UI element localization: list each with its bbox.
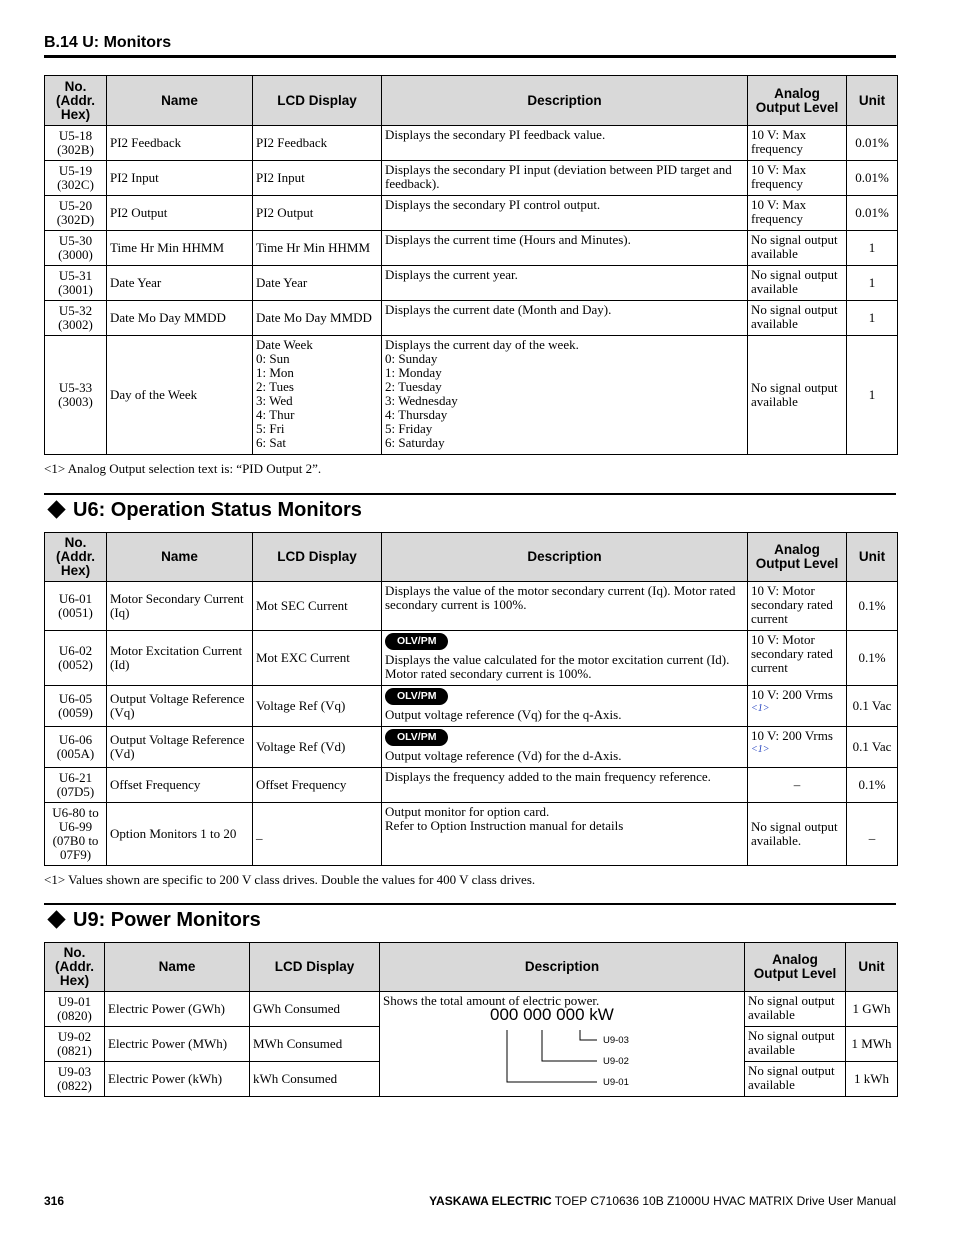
u6-title-text: U6: Operation Status Monitors [73, 499, 362, 521]
power-digits-diagram [383, 1005, 741, 1094]
col-header-analog: Analog Output Level [748, 533, 847, 582]
u6-footnote: <1> Values shown are specific to 200 V class drives. Double the values for 400 V class drives. [44, 872, 536, 887]
cell-analog [748, 631, 847, 686]
label-u9-03: U9-03 [603, 1035, 629, 1046]
cell-no: U6-06 (005A) [45, 727, 107, 768]
analog-text: 10 V: 200 Vrms [751, 687, 833, 702]
analog-text: 10 V: Motor secondary rated current [751, 632, 833, 675]
cell-analog [748, 686, 847, 727]
cell-description [382, 727, 748, 768]
analog-text: – [793, 777, 801, 792]
col-header-no: No. (Addr. Hex) [45, 76, 107, 126]
footnote-ref-link[interactable]: <1> [751, 744, 770, 755]
cell-name: Date Mo Day MMDD [107, 301, 253, 336]
cell-no: U6-80 to U6-99 (07B0 to 07F9) [45, 803, 107, 866]
u9-title-text: U9: Power Monitors [73, 909, 261, 931]
description-text: Output monitor for option card. Refer to Option Instruction manual for details [385, 804, 624, 833]
u9-monitor-table [44, 942, 898, 1097]
col-header-no: No. (Addr. Hex) [45, 943, 105, 992]
u9-section-title [44, 903, 896, 932]
cell-analog: No signal output available [745, 1027, 846, 1062]
cell-no: U6-21 (07D5) [45, 768, 107, 803]
cell-description [382, 631, 748, 686]
table-row [45, 231, 898, 266]
description-text: Displays the frequency added to the main frequency reference. [385, 769, 711, 784]
cell-name: PI2 Feedback [107, 126, 253, 161]
analog-text: 10 V: Motor secondary rated current [751, 583, 833, 626]
cell-unit: 1 GWh [846, 992, 898, 1027]
cell-name: Date Year [107, 266, 253, 301]
cell-unit: 0.1 Vac [847, 727, 898, 768]
cell-lcd: Offset Frequency [253, 768, 382, 803]
cell-unit: 0.01% [847, 161, 898, 196]
cell-description [382, 803, 748, 866]
cell-description [380, 992, 745, 1097]
table-row [45, 803, 898, 866]
cell-description: Displays the current year. [382, 266, 748, 301]
cell-analog [748, 768, 847, 803]
footer-doc-title [429, 1194, 896, 1208]
cell-no: U6-05 (0059) [45, 686, 107, 727]
cell-no: U5-33 (3003) [45, 336, 107, 455]
cell-lcd: PI2 Output [253, 196, 382, 231]
table-row [45, 768, 898, 803]
cell-description: Displays the secondary PI input (deviation between PID target and feedback). [382, 161, 748, 196]
diamond-icon [47, 911, 65, 929]
cell-no: U5-20 (302D) [45, 196, 107, 231]
cell-name: Motor Secondary Current (Iq) [107, 582, 253, 631]
footer-brand: YASKAWA ELECTRIC [429, 1194, 552, 1208]
cell-unit: 1 kWh [846, 1062, 898, 1097]
col-header-unit: Unit [847, 76, 898, 126]
power-diagram-lines [383, 1005, 743, 1094]
cell-analog: No signal output available [748, 301, 847, 336]
cell-analog: No signal output available [748, 336, 847, 455]
label-u9-01: U9-01 [603, 1077, 629, 1088]
table-row [45, 161, 898, 196]
col-header-unit: Unit [846, 943, 898, 992]
col-header-lcd: LCD Display [250, 943, 380, 992]
cell-lcd: Date Week 0: Sun 1: Mon 2: Tues 3: Wed 4: Thur 5: Fri 6: Sat [253, 336, 382, 455]
table-row [45, 686, 898, 727]
description-text: Displays the value of the motor secondary current (Iq). Motor rated secondary current is 100%. [385, 583, 736, 612]
u5-table-body [45, 126, 898, 455]
cell-lcd: PI2 Input [253, 161, 382, 196]
analog-text: No signal output available. [751, 819, 838, 848]
cell-lcd: MWh Consumed [250, 1027, 380, 1062]
cell-description [382, 686, 748, 727]
cell-no: U5-18 (302B) [45, 126, 107, 161]
page-number: 316 [44, 1194, 65, 1208]
cell-no: U6-02 (0052) [45, 631, 107, 686]
cell-unit: 0.01% [847, 196, 898, 231]
col-header-analog: Analog Output Level [745, 943, 846, 992]
col-header-description: Description [382, 76, 748, 126]
cell-no: U9-03 (0822) [45, 1062, 105, 1097]
cell-lcd: _ [253, 803, 382, 866]
cell-name: Output Voltage Reference (Vd) [107, 727, 253, 768]
cell-analog [748, 803, 847, 866]
col-header-analog: Analog Output Level [748, 76, 847, 126]
col-header-lcd: LCD Display [253, 76, 382, 126]
table-row [45, 301, 898, 336]
cell-name: Motor Excitation Current (Id) [107, 631, 253, 686]
cell-unit: 1 [847, 301, 898, 336]
cell-name: PI2 Input [107, 161, 253, 196]
cell-unit: 1 [847, 266, 898, 301]
table-row [45, 992, 898, 1027]
cell-lcd: Voltage Ref (Vd) [253, 727, 382, 768]
col-header-lcd: LCD Display [253, 533, 382, 582]
cell-no: U5-30 (3000) [45, 231, 107, 266]
cell-name: Offset Frequency [107, 768, 253, 803]
cell-name: Day of the Week [107, 336, 253, 455]
power-display-readout: 000 000 000 kW [490, 1005, 614, 1024]
cell-analog [748, 582, 847, 631]
diamond-icon [47, 501, 65, 519]
u5-monitor-table [44, 75, 898, 455]
cell-description: Displays the current time (Hours and Minutes). [382, 231, 748, 266]
cell-unit: 0.1 Vac [847, 686, 898, 727]
table-row [45, 582, 898, 631]
table-row [45, 727, 898, 768]
col-header-name: Name [105, 943, 250, 992]
cell-analog [748, 727, 847, 768]
cell-lcd: Date Year [253, 266, 382, 301]
cell-description: Displays the current day of the week. 0: Sunday 1: Monday 2: Tuesday 3: Wednesday 4: Thursday 5: Friday 6: Saturday [382, 336, 748, 455]
cell-analog: 10 V: Max frequency [748, 161, 847, 196]
cell-no: U5-19 (302C) [45, 161, 107, 196]
cell-lcd: Mot SEC Current [253, 582, 382, 631]
col-header-unit: Unit [847, 533, 898, 582]
cell-unit: 0.1% [847, 768, 898, 803]
cell-name: Electric Power (MWh) [105, 1027, 250, 1062]
cell-lcd: kWh Consumed [250, 1062, 380, 1097]
cell-unit: 1 [847, 336, 898, 455]
cell-lcd: GWh Consumed [250, 992, 380, 1027]
u9-description-text: Shows the total amount of electric power. [383, 993, 600, 1008]
footer-doc-name: TOEP C710636 10B Z1000U HVAC MATRIX Drive User Manual [551, 1194, 896, 1208]
olv-pm-badge: OLV/PM [385, 688, 448, 705]
cell-no: U5-31 (3001) [45, 266, 107, 301]
cell-unit: 1 [847, 231, 898, 266]
cell-name: Option Monitors 1 to 20 [107, 803, 253, 866]
cell-description: Displays the secondary PI feedback value. [382, 126, 748, 161]
cell-lcd: PI2 Feedback [253, 126, 382, 161]
cell-no: U9-02 (0821) [45, 1027, 105, 1062]
cell-analog: No signal output available [748, 231, 847, 266]
cell-analog: No signal output available [745, 992, 846, 1027]
cell-name: PI2 Output [107, 196, 253, 231]
description-text: Displays the value calculated for the motor excitation current (Id). Motor rated secondary current is 100%. [385, 652, 730, 681]
col-header-name: Name [107, 76, 253, 126]
cell-description: Displays the secondary PI control output. [382, 196, 748, 231]
cell-analog: No signal output available [748, 266, 847, 301]
cell-name: Time Hr Min HHMM [107, 231, 253, 266]
cell-unit: 0.1% [847, 631, 898, 686]
description-text: Output voltage reference (Vd) for the d-Axis. [385, 748, 622, 763]
u9-table-body [45, 992, 898, 1097]
col-header-description: Description [380, 943, 745, 992]
table-row [45, 336, 898, 455]
cell-analog: 10 V: Max frequency [748, 126, 847, 161]
cell-name: Electric Power (kWh) [105, 1062, 250, 1097]
col-header-no: No. (Addr. Hex) [45, 533, 107, 582]
cell-no: U6-01 (0051) [45, 582, 107, 631]
cell-description [382, 582, 748, 631]
u6-section-title [44, 493, 896, 522]
col-header-description: Description [382, 533, 748, 582]
description-text: Output voltage reference (Vq) for the q-Axis. [385, 707, 622, 722]
cell-lcd: Voltage Ref (Vq) [253, 686, 382, 727]
section-header: B.14 U: Monitors [44, 34, 896, 58]
cell-unit: 0.01% [847, 126, 898, 161]
cell-unit: _ [847, 803, 898, 866]
cell-name: Electric Power (GWh) [105, 992, 250, 1027]
cell-name: Output Voltage Reference (Vq) [107, 686, 253, 727]
analog-text: 10 V: 200 Vrms [751, 728, 833, 743]
table-row [45, 126, 898, 161]
table-row [45, 196, 898, 231]
cell-description: Displays the current date (Month and Day). [382, 301, 748, 336]
cell-unit: 0.1% [847, 582, 898, 631]
cell-lcd: Time Hr Min HHMM [253, 231, 382, 266]
cell-analog: 10 V: Max frequency [748, 196, 847, 231]
cell-description [382, 768, 748, 803]
footnote-ref-link[interactable]: <1> [751, 703, 770, 714]
table-row [45, 631, 898, 686]
u6-table-body [45, 582, 898, 866]
olv-pm-badge: OLV/PM [385, 633, 448, 650]
cell-no: U5-32 (3002) [45, 301, 107, 336]
cell-unit: 1 MWh [846, 1027, 898, 1062]
u5-footnote: <1> Analog Output selection text is: “PID Output 2”. [44, 461, 322, 476]
cell-analog: No signal output available [745, 1062, 846, 1097]
u6-monitor-table [44, 532, 898, 866]
label-u9-02: U9-02 [603, 1056, 629, 1067]
table-row [45, 266, 898, 301]
cell-no: U9-01 (0820) [45, 992, 105, 1027]
cell-lcd: Date Mo Day MMDD [253, 301, 382, 336]
col-header-name: Name [107, 533, 253, 582]
olv-pm-badge: OLV/PM [385, 729, 448, 746]
cell-lcd: Mot EXC Current [253, 631, 382, 686]
